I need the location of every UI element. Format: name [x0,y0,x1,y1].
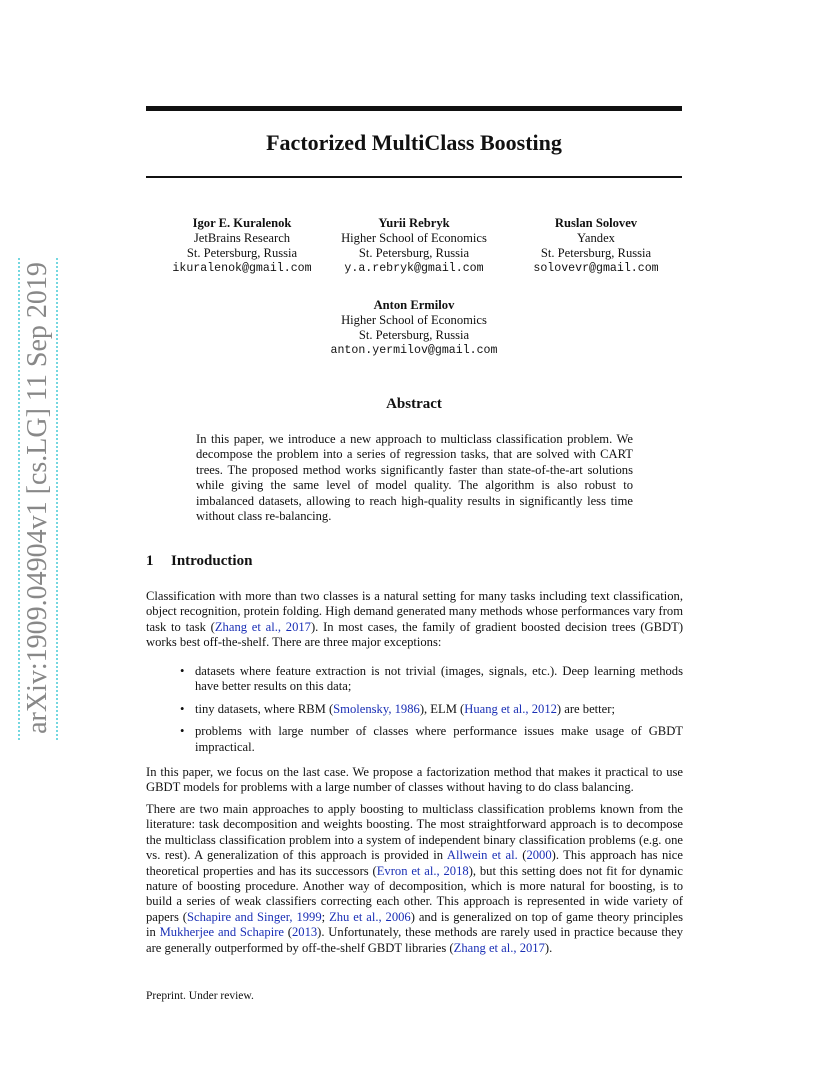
paper-title: Factorized MultiClass Boosting [266,130,562,155]
author-block-3 [500,216,692,276]
author-block-4 [314,298,514,358]
section-number: 1 [146,553,154,569]
author-name: Anton Ermilov [373,298,455,312]
citation-link[interactable]: 2013 [291,925,318,940]
list-item [146,702,683,717]
citation-link[interactable]: Zhang et al., 2017 [214,619,311,634]
author-email[interactable]: ikuralenok@gmail.com [172,262,312,275]
paragraph-text: ), but this setting does not fit for dynamic nature of boosting procedure. Another way of decomposition, which is more natural for boosting, is to build a series of weak classifiers correcting each other. This approach is represented in wide variety of papers ( [146,863,683,924]
list-item-text: datasets where feature extraction is not trivial (images, signals, etc.). Deep learning methods have better results on this data; [195,664,683,694]
preprint-footer: Preprint. Under review. [146,990,254,1002]
citation-link[interactable]: Evron et al., 2018 [376,863,469,878]
title-rule-top [146,106,682,111]
citation-link[interactable]: 2000 [526,848,552,863]
author-location: St. Petersburg, Russia [358,328,470,342]
list-item-text: ), ELM ( [419,701,465,716]
paragraph-text: ) and is generalized on top of game theory principles in [146,909,683,940]
paragraph-text: ). [544,940,553,955]
abstract-heading: Abstract [386,396,442,412]
paragraph-text: ; [321,909,330,924]
abstract-text: In this paper, we introduce a new approach to multiclass classification problem. We decompose the problem into a series of regression tasks, that are solved with CART trees. The proposed method works significantly faster than state-of-the-art solutions while giving the same level of model quality. The algorithm is also robust to imbalanced datasets, allowing to reach high-quality results in significantly less time without class re-balancing. [196,432,633,524]
author-email[interactable]: anton.yermilov@gmail.com [330,344,498,357]
paragraph-text: ( [283,925,292,940]
bullet-icon: • [180,701,185,716]
list-item-text: ) are better; [556,701,615,716]
author-name: Yurii Rebryk [378,216,450,230]
list-item [146,664,683,695]
citation-link[interactable]: Zhu et al., 2006 [329,909,411,924]
arxiv-identifier: arXiv:1909.04904v1 [cs.LG] 11 Sep 2019 [22,262,53,734]
author-affiliation: Higher School of Economics [341,313,487,327]
title-rule-bottom [146,176,682,178]
section-title: Introduction [171,553,253,569]
author-block-2 [318,216,510,276]
paragraph-text: ). Unfortunately, these methods are rarely used in practice because they are generally outperformed by off-the-shelf GBDT libraries ( [146,925,683,955]
arxiv-sidebar [18,0,58,1072]
author-email[interactable]: y.a.rebryk@gmail.com [344,262,484,275]
author-location: St. Petersburg, Russia [186,246,298,260]
author-location: St. Petersburg, Russia [540,246,652,260]
intro-paragraph-3 [146,802,683,956]
section-heading [146,553,252,570]
citation-link[interactable]: Allwein et al. [446,848,518,863]
author-affiliation: JetBrains Research [193,231,291,245]
paragraph-text: Classification with more than two classes is a natural setting for many tasks including text classification, object recognition, protein folding. High demand generated many methods whose performances vary from task to task ( [146,589,683,634]
paragraph-text: ( [517,848,527,863]
citation-link[interactable]: Mukherjee and Schapire [159,925,284,940]
citation-link[interactable]: Smolensky, 1986 [333,701,420,716]
citation-link[interactable]: Schapire and Singer, 1999 [186,909,322,924]
paragraph-text: ). In most cases, the family of gradient boosted decision trees (GBDT) works best off-the-shelf. There are three major exceptions: [146,619,684,650]
author-affiliation: Yandex [577,231,615,245]
bullet-icon: • [180,724,185,739]
list-item [146,724,683,755]
author-name: Ruslan Solovev [554,216,638,230]
author-email[interactable]: solovevr@gmail.com [533,262,659,275]
paragraph-text: ). This approach has nice theoretical properties and has its successors ( [146,848,683,878]
bullet-icon: • [180,664,185,678]
intro-paragraph-2: In this paper, we focus on the last case. We propose a factorization method that makes it practical to use GBDT models for problems with a large number of classes without having to do class balancing. [146,765,683,795]
author-name: Igor E. Kuralenok [192,216,292,230]
exceptions-list [146,664,683,762]
list-item-text: tiny datasets, where RBM ( [195,701,334,716]
author-affiliation: Higher School of Economics [341,231,487,245]
paragraph-text: There are two main approaches to apply boosting to multiclass classification problems known from the literature: task decomposition and weights boosting. The most straightforward approach is to decompose the multiclass classification problem into a system of independent binary classification problems (e.g. one vs. rest). A generalization of this approach is provided in [146,802,683,863]
citation-link[interactable]: Huang et al., 2012 [464,701,557,716]
author-block-1 [146,216,338,276]
intro-paragraph-1 [146,589,683,651]
citation-link[interactable]: Zhang et al., 2017 [453,940,545,955]
list-item-text: problems with large number of classes where performance issues make usage of GBDT impractical. [195,724,683,754]
author-location: St. Petersburg, Russia [358,246,470,260]
